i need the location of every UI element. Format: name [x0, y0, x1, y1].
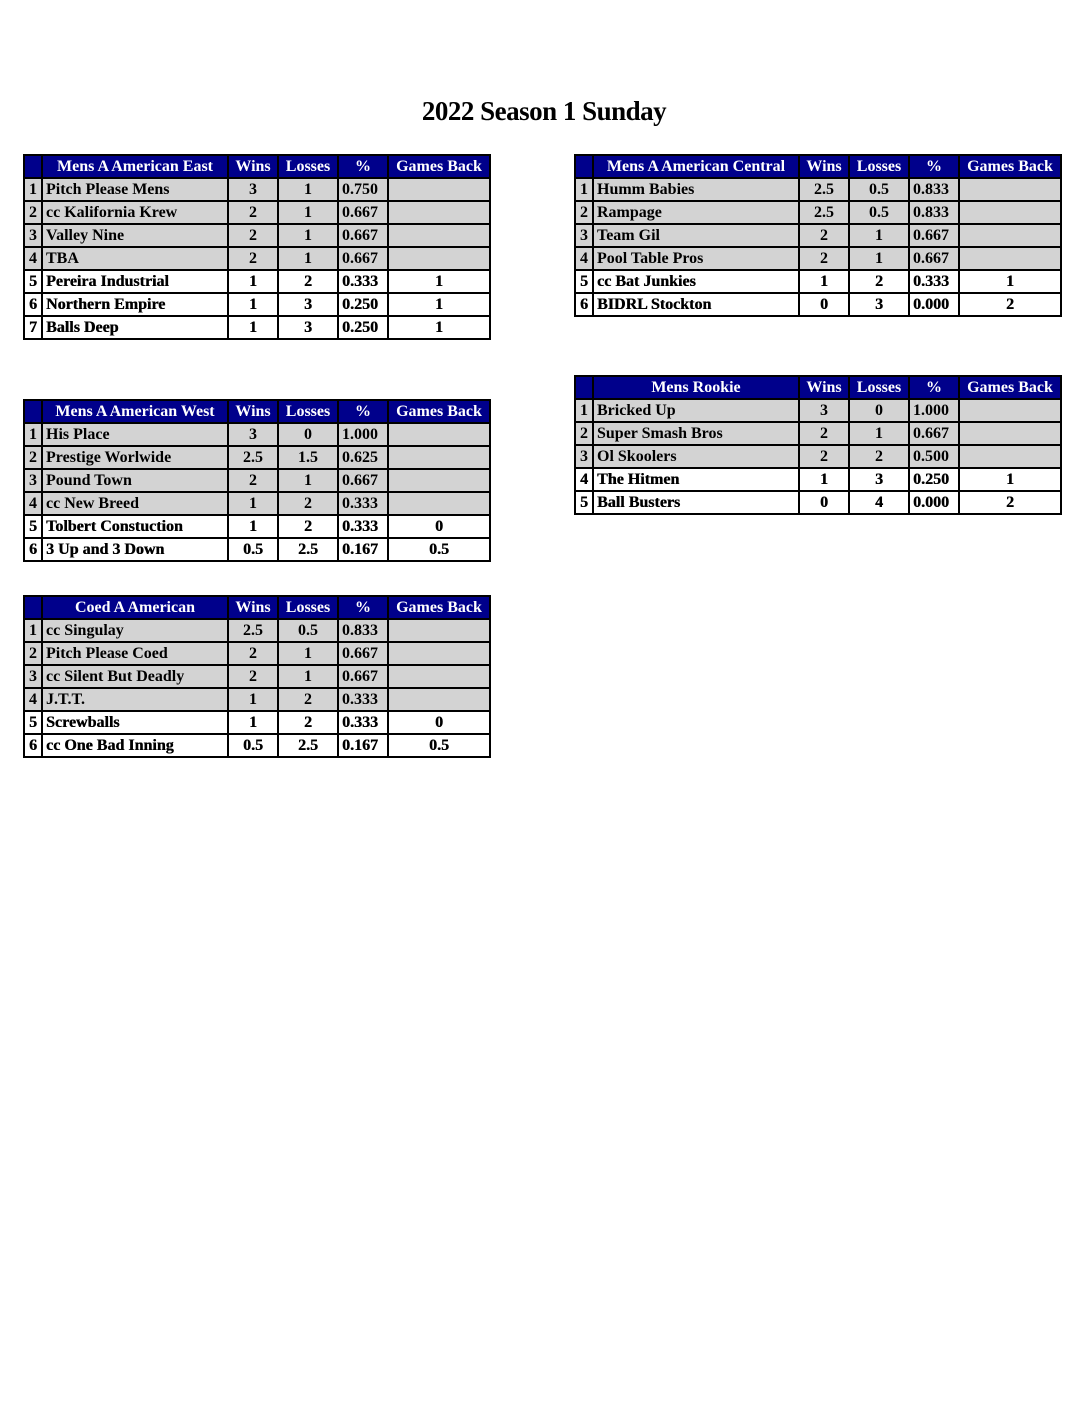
- rank-cell: 2: [24, 201, 42, 224]
- losses-header: Losses: [278, 400, 338, 423]
- losses-cell: 0: [849, 399, 909, 422]
- rank-cell: 1: [24, 619, 42, 642]
- losses-cell: 1.5: [278, 446, 338, 469]
- table-row: [575, 293, 1061, 316]
- wins-cell: 2: [799, 445, 849, 468]
- team-name-cell: Super Smash Bros: [593, 422, 799, 445]
- wins-cell: 0: [799, 293, 849, 316]
- wins-header: Wins: [799, 155, 849, 178]
- rank-cell: 4: [24, 688, 42, 711]
- losses-cell: 2: [278, 515, 338, 538]
- table-row: [24, 711, 490, 734]
- games-back-cell: 0: [388, 515, 490, 538]
- games-back-cell: [388, 247, 490, 270]
- rank-cell: 1: [575, 399, 593, 422]
- wins-cell: 1: [228, 270, 278, 293]
- rank-cell: 6: [24, 734, 42, 757]
- team-name-cell: Ball Busters: [593, 491, 799, 514]
- wins-cell: 2: [228, 665, 278, 688]
- losses-cell: 2.5: [278, 538, 338, 561]
- team-name-cell: 3 Up and 3 Down: [42, 538, 228, 561]
- team-name-cell: Screwballs: [42, 711, 228, 734]
- wins-cell: 3: [228, 423, 278, 446]
- standings-table-coed-a-american: [23, 595, 491, 758]
- losses-cell: 1: [278, 665, 338, 688]
- wins-cell: 1: [228, 711, 278, 734]
- team-name-cell: Pereira Industrial: [42, 270, 228, 293]
- rank-cell: 3: [575, 224, 593, 247]
- games-back-header: Games Back: [959, 155, 1061, 178]
- rank-cell: 4: [24, 247, 42, 270]
- header-row: [24, 400, 490, 423]
- rank-cell: 5: [24, 270, 42, 293]
- team-name-cell: The Hitmen: [593, 468, 799, 491]
- pct-cell: 0.667: [909, 422, 959, 445]
- table-row: [575, 178, 1061, 201]
- losses-cell: 1: [278, 201, 338, 224]
- losses-cell: 1: [849, 224, 909, 247]
- wins-cell: 0: [799, 491, 849, 514]
- wins-cell: 1: [799, 468, 849, 491]
- rank-cell: 1: [24, 423, 42, 446]
- table-row: [24, 469, 490, 492]
- table-row: [24, 642, 490, 665]
- team-name-cell: Balls Deep: [42, 316, 228, 339]
- wins-cell: 2: [228, 224, 278, 247]
- table-row: [24, 270, 490, 293]
- pct-header: %: [338, 400, 388, 423]
- games-back-cell: [388, 619, 490, 642]
- team-name-cell: Bricked Up: [593, 399, 799, 422]
- team-name-cell: cc New Breed: [42, 492, 228, 515]
- table-row: [24, 201, 490, 224]
- team-name-cell: BIDRL Stockton: [593, 293, 799, 316]
- rank-cell: 3: [575, 445, 593, 468]
- table-row: [24, 446, 490, 469]
- losses-cell: 3: [278, 293, 338, 316]
- pct-cell: 0.667: [909, 224, 959, 247]
- games-back-cell: [388, 446, 490, 469]
- losses-cell: 3: [278, 316, 338, 339]
- page-title: 2022 Season 1 Sunday: [421, 96, 667, 126]
- table-row: [24, 734, 490, 757]
- pct-cell: 0.333: [338, 270, 388, 293]
- standings-table-mens-a-american-central: [574, 154, 1062, 317]
- losses-cell: 3: [849, 468, 909, 491]
- header-rank-cell: [24, 400, 42, 423]
- games-back-cell: [388, 665, 490, 688]
- games-back-cell: [388, 642, 490, 665]
- pct-cell: 0.667: [338, 665, 388, 688]
- pct-cell: 0.167: [338, 734, 388, 757]
- table-row: [575, 399, 1061, 422]
- losses-header: Losses: [849, 155, 909, 178]
- games-back-cell: 1: [388, 293, 490, 316]
- team-name-cell: His Place: [42, 423, 228, 446]
- rank-cell: 2: [24, 642, 42, 665]
- wins-cell: 1: [228, 515, 278, 538]
- table-row: [24, 688, 490, 711]
- team-name-cell: Valley Nine: [42, 224, 228, 247]
- team-name-cell: Ol Skoolers: [593, 445, 799, 468]
- team-name-cell: cc One Bad Inning: [42, 734, 228, 757]
- team-name-cell: Northern Empire: [42, 293, 228, 316]
- standings-table-mens-rookie: [574, 375, 1062, 515]
- losses-header: Losses: [278, 155, 338, 178]
- pct-cell: 0.333: [338, 492, 388, 515]
- team-name-cell: Team Gil: [593, 224, 799, 247]
- losses-header: Losses: [849, 376, 909, 399]
- wins-cell: 2: [799, 247, 849, 270]
- wins-cell: 1: [228, 492, 278, 515]
- table-row: [24, 423, 490, 446]
- table-row: [24, 316, 490, 339]
- games-back-cell: [959, 422, 1061, 445]
- losses-cell: 4: [849, 491, 909, 514]
- losses-cell: 1: [278, 247, 338, 270]
- wins-cell: 1: [228, 316, 278, 339]
- losses-cell: 2: [278, 270, 338, 293]
- pct-cell: 0.667: [338, 247, 388, 270]
- team-name-cell: Prestige Worlwide: [42, 446, 228, 469]
- team-name-cell: Pitch Please Mens: [42, 178, 228, 201]
- header-row: [24, 596, 490, 619]
- wins-header: Wins: [228, 596, 278, 619]
- team-name-cell: cc Kalifornia Krew: [42, 201, 228, 224]
- wins-cell: 2: [799, 224, 849, 247]
- header-rank-cell: [575, 376, 593, 399]
- pct-cell: 0.167: [338, 538, 388, 561]
- table-row: [575, 224, 1061, 247]
- team-name-cell: Pound Town: [42, 469, 228, 492]
- header-row: [575, 376, 1061, 399]
- wins-cell: 1: [228, 293, 278, 316]
- rank-cell: 4: [575, 247, 593, 270]
- rank-cell: 4: [575, 468, 593, 491]
- games-back-cell: [388, 201, 490, 224]
- table-row: [575, 201, 1061, 224]
- table-row: [575, 468, 1061, 491]
- games-back-cell: [959, 247, 1061, 270]
- games-back-cell: [959, 201, 1061, 224]
- games-back-cell: [388, 688, 490, 711]
- losses-header: Losses: [278, 596, 338, 619]
- division-name: Coed A American: [42, 596, 228, 619]
- wins-header: Wins: [799, 376, 849, 399]
- pct-header: %: [338, 155, 388, 178]
- table-row: [24, 224, 490, 247]
- pct-cell: 0.833: [909, 178, 959, 201]
- games-back-cell: 1: [388, 270, 490, 293]
- table-row: [24, 619, 490, 642]
- games-back-cell: 0.5: [388, 538, 490, 561]
- games-back-cell: [388, 469, 490, 492]
- losses-cell: 2: [278, 711, 338, 734]
- losses-cell: 1: [278, 178, 338, 201]
- losses-cell: 1: [849, 247, 909, 270]
- team-name-cell: Rampage: [593, 201, 799, 224]
- rank-cell: 3: [24, 469, 42, 492]
- games-back-cell: 0: [388, 711, 490, 734]
- wins-header: Wins: [228, 400, 278, 423]
- wins-cell: 2.5: [799, 178, 849, 201]
- header-row: [24, 155, 490, 178]
- table-row: [24, 178, 490, 201]
- rank-cell: 7: [24, 316, 42, 339]
- losses-cell: 1: [849, 422, 909, 445]
- games-back-cell: 1: [959, 468, 1061, 491]
- rank-cell: 5: [575, 270, 593, 293]
- rank-cell: 4: [24, 492, 42, 515]
- games-back-cell: 1: [388, 316, 490, 339]
- pct-cell: 0.333: [338, 688, 388, 711]
- wins-cell: 3: [228, 178, 278, 201]
- losses-cell: 2: [849, 445, 909, 468]
- pct-cell: 1.000: [338, 423, 388, 446]
- header-rank-cell: [24, 596, 42, 619]
- table-row: [24, 538, 490, 561]
- losses-cell: 1: [278, 642, 338, 665]
- pct-cell: 0.000: [909, 491, 959, 514]
- rank-cell: 3: [24, 665, 42, 688]
- rank-cell: 6: [24, 538, 42, 561]
- table-row: [575, 422, 1061, 445]
- games-back-cell: [959, 224, 1061, 247]
- rank-cell: 1: [575, 178, 593, 201]
- games-back-cell: [388, 423, 490, 446]
- team-name-cell: cc Bat Junkies: [593, 270, 799, 293]
- pct-cell: 0.625: [338, 446, 388, 469]
- pct-cell: 0.667: [338, 224, 388, 247]
- games-back-cell: 1: [959, 270, 1061, 293]
- team-name-cell: cc Singulay: [42, 619, 228, 642]
- pct-cell: 0.333: [338, 711, 388, 734]
- pct-cell: 0.250: [909, 468, 959, 491]
- pct-cell: 0.833: [909, 201, 959, 224]
- games-back-cell: [388, 178, 490, 201]
- rank-cell: 6: [24, 293, 42, 316]
- pct-header: %: [338, 596, 388, 619]
- division-name: Mens Rookie: [593, 376, 799, 399]
- pct-cell: 0.750: [338, 178, 388, 201]
- wins-cell: 0.5: [228, 538, 278, 561]
- pct-cell: 1.000: [909, 399, 959, 422]
- pct-cell: 0.667: [338, 642, 388, 665]
- wins-cell: 2: [228, 201, 278, 224]
- division-name: Mens A American West: [42, 400, 228, 423]
- pct-header: %: [909, 376, 959, 399]
- games-back-cell: [388, 224, 490, 247]
- losses-cell: 2: [849, 270, 909, 293]
- wins-cell: 2: [228, 247, 278, 270]
- division-name: Mens A American East: [42, 155, 228, 178]
- games-back-cell: 0.5: [388, 734, 490, 757]
- losses-cell: 1: [278, 224, 338, 247]
- team-name-cell: Tolbert Constuction: [42, 515, 228, 538]
- pct-cell: 0.333: [909, 270, 959, 293]
- losses-cell: 2.5: [278, 734, 338, 757]
- games-back-header: Games Back: [388, 155, 490, 178]
- wins-cell: 2: [799, 422, 849, 445]
- header-row: [575, 155, 1061, 178]
- wins-cell: 2.5: [228, 619, 278, 642]
- table-row: [24, 293, 490, 316]
- rank-cell: 6: [575, 293, 593, 316]
- rank-cell: 3: [24, 224, 42, 247]
- losses-cell: 1: [278, 469, 338, 492]
- pct-cell: 0.250: [338, 293, 388, 316]
- losses-cell: 0.5: [849, 178, 909, 201]
- wins-cell: 3: [799, 399, 849, 422]
- team-name-cell: Pool Table Pros: [593, 247, 799, 270]
- team-name-cell: TBA: [42, 247, 228, 270]
- pct-cell: 0.500: [909, 445, 959, 468]
- rank-cell: 5: [24, 515, 42, 538]
- pct-cell: 0.667: [338, 201, 388, 224]
- rank-cell: 2: [24, 446, 42, 469]
- team-name-cell: Pitch Please Coed: [42, 642, 228, 665]
- table-row: [24, 247, 490, 270]
- games-back-cell: 2: [959, 293, 1061, 316]
- standings-table-mens-a-american-west: [23, 399, 491, 562]
- wins-cell: 2.5: [228, 446, 278, 469]
- division-name: Mens A American Central: [593, 155, 799, 178]
- rank-cell: 2: [575, 201, 593, 224]
- team-name-cell: cc Silent But Deadly: [42, 665, 228, 688]
- rank-cell: 2: [575, 422, 593, 445]
- games-back-header: Games Back: [388, 596, 490, 619]
- standings-table-mens-a-american-east: [23, 154, 491, 340]
- table-row: [24, 492, 490, 515]
- table-row: [575, 491, 1061, 514]
- losses-cell: 2: [278, 688, 338, 711]
- pct-cell: 0.667: [909, 247, 959, 270]
- header-rank-cell: [24, 155, 42, 178]
- rank-cell: 1: [24, 178, 42, 201]
- rank-cell: 5: [575, 491, 593, 514]
- wins-header: Wins: [228, 155, 278, 178]
- losses-cell: 0.5: [278, 619, 338, 642]
- header-rank-cell: [575, 155, 593, 178]
- pct-cell: 0.833: [338, 619, 388, 642]
- table-row: [575, 445, 1061, 468]
- team-name-cell: J.T.T.: [42, 688, 228, 711]
- wins-cell: 0.5: [228, 734, 278, 757]
- pct-cell: 0.250: [338, 316, 388, 339]
- wins-cell: 2: [228, 642, 278, 665]
- losses-cell: 3: [849, 293, 909, 316]
- losses-cell: 0.5: [849, 201, 909, 224]
- team-name-cell: Humm Babies: [593, 178, 799, 201]
- table-row: [24, 665, 490, 688]
- wins-cell: 2.5: [799, 201, 849, 224]
- table-row: [575, 247, 1061, 270]
- games-back-cell: [959, 445, 1061, 468]
- rank-cell: 5: [24, 711, 42, 734]
- losses-cell: 0: [278, 423, 338, 446]
- table-row: [24, 515, 490, 538]
- games-back-header: Games Back: [388, 400, 490, 423]
- pct-cell: 0.667: [338, 469, 388, 492]
- wins-cell: 1: [799, 270, 849, 293]
- wins-cell: 2: [228, 469, 278, 492]
- games-back-header: Games Back: [959, 376, 1061, 399]
- pct-header: %: [909, 155, 959, 178]
- pct-cell: 0.000: [909, 293, 959, 316]
- games-back-cell: [959, 178, 1061, 201]
- table-row: [575, 270, 1061, 293]
- losses-cell: 2: [278, 492, 338, 515]
- games-back-cell: 2: [959, 491, 1061, 514]
- games-back-cell: [388, 492, 490, 515]
- wins-cell: 1: [228, 688, 278, 711]
- pct-cell: 0.333: [338, 515, 388, 538]
- games-back-cell: [959, 399, 1061, 422]
